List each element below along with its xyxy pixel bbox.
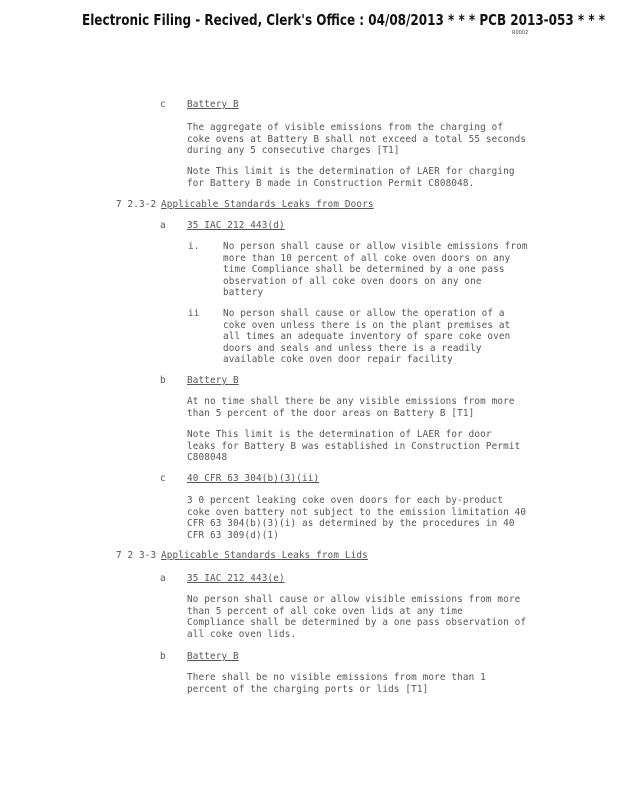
item-letter: a xyxy=(160,220,166,231)
paragraph-line: No person shall cause or allow visible emissions from xyxy=(223,241,528,252)
note-line: for Battery B made in Construction Permit C808048. xyxy=(187,177,475,189)
filing-stamp: Electronic Filing - Recived, Clerk's Office : 04/08/2013 * * * PCB 2013-053 * * * xyxy=(82,11,606,29)
item-title: 35 IAC 212 443(d) xyxy=(187,220,285,231)
paragraph-line: than 5 percent of the door areas on Battery B [T1] xyxy=(187,407,475,419)
item-letter: a xyxy=(160,573,166,584)
paragraph-line: during any 5 consecutive charges [T1] xyxy=(187,145,400,156)
paragraph-line: battery xyxy=(223,287,264,298)
section-title: Applicable Standards Leaks from Lids xyxy=(161,550,368,561)
item-letter: b xyxy=(160,375,166,386)
item-title: 35 IAC 212 443(e) xyxy=(187,573,285,584)
paragraph-line: There shall be no visible emissions from more than 1 xyxy=(187,672,486,683)
filing-stamp-code: R0002 xyxy=(512,30,529,36)
paragraph-line: than 5 percent of all coke oven lids at any time xyxy=(187,605,463,617)
item-letter: b xyxy=(160,651,166,662)
paragraph-line: No person shall cause or allow visible emissions from more xyxy=(187,594,521,605)
paragraph-line: more than 10 percent of all coke oven doors on any xyxy=(223,252,511,264)
item-letter: c xyxy=(160,473,166,484)
item-title: 40 CFR 63 304(b)(3)(ii) xyxy=(187,473,320,484)
paragraph-line: The aggregate of visible emissions from the charging of xyxy=(187,122,504,133)
note-line: leaks for Battery B was established in Construction Permit xyxy=(187,440,521,452)
note-line: C808048 xyxy=(187,452,228,463)
item-letter: c xyxy=(160,99,166,110)
paragraph-line: percent of the charging ports or lids [T1] xyxy=(187,683,429,695)
subitem-number: i. xyxy=(188,241,200,252)
item-title: Battery B xyxy=(187,375,239,386)
paragraph-line: all coke oven lids. xyxy=(187,628,297,640)
paragraph-line: CFR 63 304(b)(3)(i) as determined by the procedures in 40 xyxy=(187,518,515,529)
paragraph-line: doors and seals and unless there is a readily xyxy=(223,342,482,354)
section-title: Applicable Standards Leaks from Doors xyxy=(161,199,374,210)
subitem-number: ii xyxy=(188,308,200,319)
paragraph-line: coke oven unless there is on the plant premises at xyxy=(223,319,511,331)
paragraph-line: time Compliance shall be determined by a one pass xyxy=(223,264,505,275)
item-title: Battery B xyxy=(187,651,239,662)
paragraph-line: Compliance shall be determined by a one pass observation of xyxy=(187,617,527,628)
paragraph-line: available coke oven door repair facility xyxy=(223,354,453,365)
section-number: 7 2.3-2 xyxy=(116,199,157,210)
paragraph-line: observation of all coke oven doors on any one xyxy=(223,275,482,287)
paragraph-line: coke ovens at Battery B shall not exceed a total 55 seconds xyxy=(187,133,527,145)
paragraph-line: 3 0 percent leaking coke oven doors for each by-product xyxy=(187,495,504,506)
paragraph-line: all times an adequate inventory of spare coke oven xyxy=(223,331,511,342)
paragraph-line: No person shall cause or allow the operation of a xyxy=(223,308,505,319)
note-line: Note This limit is the determination of LAER for charging xyxy=(187,166,515,177)
paragraph-line: CFR 63 309(d)(1) xyxy=(187,529,279,541)
paragraph-line: coke oven battery not subject to the emission limitation 40 xyxy=(187,506,527,518)
section-number: 7 2 3-3 xyxy=(116,550,157,561)
note-line: Note This limit is the determination of LAER for door xyxy=(187,429,492,440)
paragraph-line: At no time shall there be any visible emissions from more xyxy=(187,396,515,407)
item-title: Battery B xyxy=(187,99,239,110)
